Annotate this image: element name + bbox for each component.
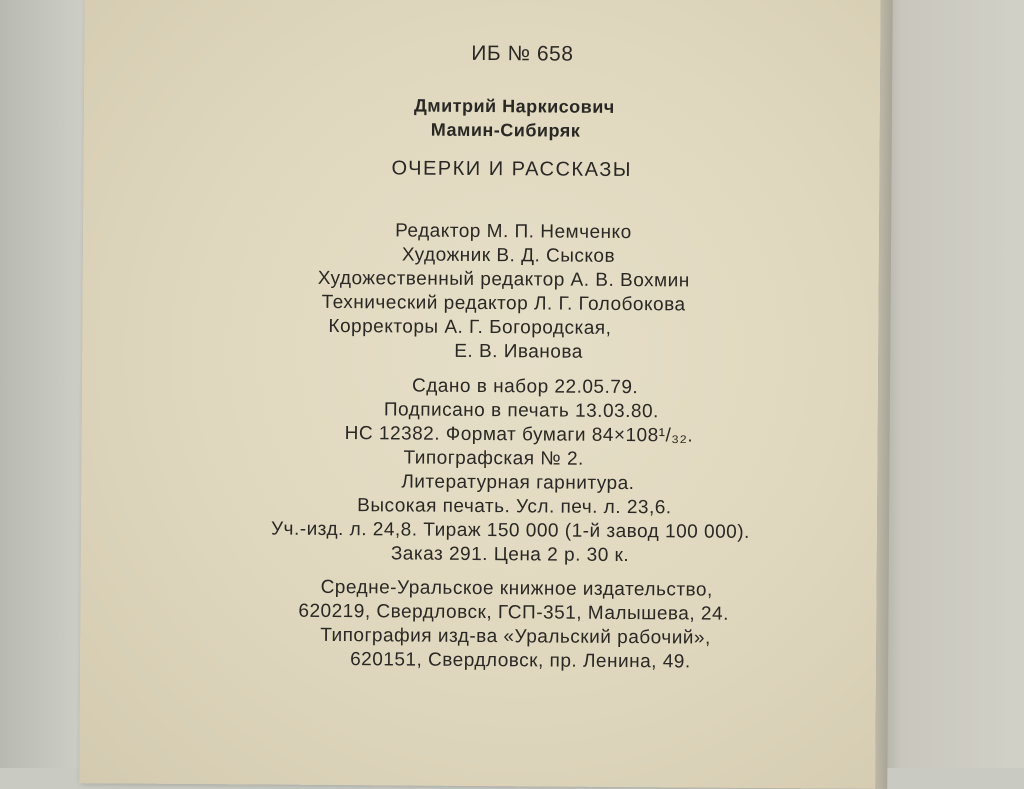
background-right bbox=[874, 0, 1024, 768]
credit-art-editor: Художественный редактор А. В. Вохмин bbox=[317, 267, 690, 292]
print-typeface: Литературная гарнитура. bbox=[401, 471, 635, 495]
printing-house-name: Типография изд-ва «Уральский рабочий», bbox=[320, 624, 711, 649]
print-run: Уч.-изд. л. 24,8. Тираж 150 000 (1-й завод 100 000). bbox=[270, 518, 750, 543]
book-title: ОЧЕРКИ И РАССКАЗЫ bbox=[391, 157, 633, 182]
publisher-name: Средне-Уральское книжное издательство, bbox=[320, 576, 713, 601]
credit-tech-editor: Технический редактор Л. Г. Голобокова bbox=[321, 291, 686, 316]
author-first-name: Дмитрий Наркисович bbox=[413, 95, 615, 117]
print-sheets: Высокая печать. Усл. печ. л. 23,6. bbox=[357, 495, 672, 519]
credit-artist: Художник В. Д. Сысков bbox=[401, 244, 616, 267]
author-last-name: Мамин-Сибиряк bbox=[430, 119, 581, 141]
print-date-signed: Подписано в печать 13.03.80. bbox=[383, 399, 659, 423]
credit-proofreaders: Корректоры А. Г. Богородская, bbox=[328, 315, 612, 339]
background-left bbox=[0, 0, 90, 768]
print-format: НС 12382. Формат бумаги 84×108¹/₃₂. bbox=[344, 423, 694, 447]
credit-proofreader-2: Е. В. Иванова bbox=[454, 340, 583, 363]
print-order-price: Заказ 291. Цена 2 р. 30 к. bbox=[390, 543, 630, 567]
publisher-address: 620219, Свердловск, ГСП-351, Малышева, 24. bbox=[298, 600, 729, 625]
book-page bbox=[79, 0, 880, 789]
credit-editor: Редактор М. П. Немченко bbox=[395, 220, 632, 244]
ib-number: ИБ № 658 bbox=[471, 41, 574, 66]
printing-house-address: 620151, Свердловск, пр. Ленина, 49. bbox=[350, 649, 691, 673]
print-date-typeset: Сдано в набор 22.05.79. bbox=[411, 375, 639, 399]
print-paper: Типографская № 2. bbox=[403, 447, 584, 470]
